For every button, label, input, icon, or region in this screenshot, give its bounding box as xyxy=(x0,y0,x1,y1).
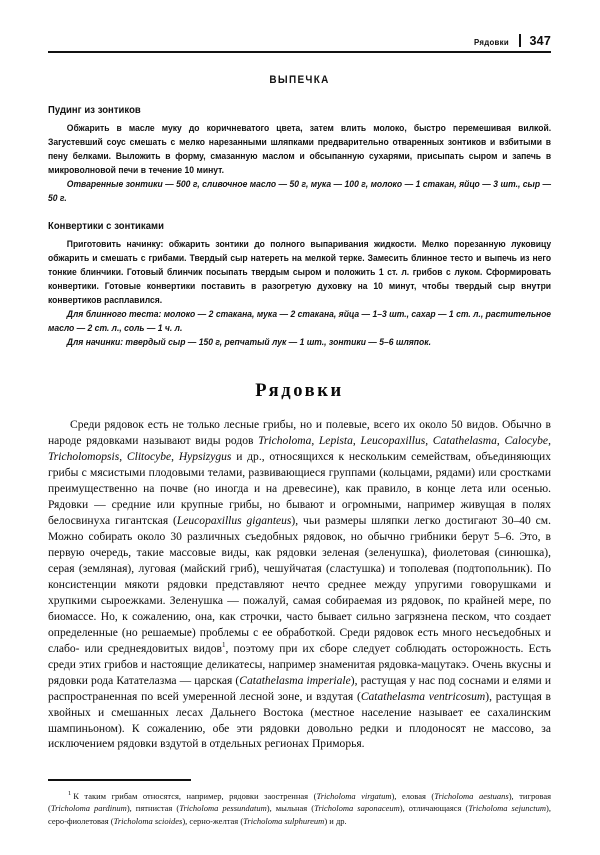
recipe-envelopes xyxy=(48,220,551,349)
article-title: Рядовки xyxy=(255,381,344,402)
header-divider xyxy=(48,51,551,53)
recipe-ingredients: Отваренные зонтики — 500 г, сливочное масло — 50 г, мука — 100 г, молоко — 1 стакан, яйцо — 3 шт., сыр — 50 г. xyxy=(48,178,552,203)
recipe-instructions: Обжарить в масле муку до коричневатого цвета, затем влить молоко, быстро перемешивая вилкой. Загустевший соус смешать с мелко нарезанными шляпками предварительно отваренных зонтиков и взбитыми в пену белками. Выложить в форму, смазанную маслом и обсыпанную сухарями, присыпать сыром и запечь в микроволновой печи в течение 10 минут. xyxy=(48,122,552,175)
footnote-text xyxy=(48,790,551,828)
article-section xyxy=(48,381,551,753)
article-paragraph: Среди рядовок есть не только лесные грибы, но и полевые, всего их около 50 видов. Обычно в народе рядовками называют виды родов Tricholoma, Lepista, Leucopaxillus, Catathelasma, Calocybe, Tricholomopsis, Clitocybe, Hypsizygus и др., относящихся к нескольким семействам, объединяющих грибы с мясистыми плодовыми телами, развивающиеся группами (кольцами, рядами) или сростками преимущественно на почве (но иногда и на древесине), как правило, в конце лета или осенью. Рядовки — средние или крупные грибы, но бывают и огромными, например живущая в полях белосвинуха гигантская (Leucopaxillus giganteus), чьи размеры шляпки легко достигают 30–40 см. Можно собирать около 30 различных съедобных рядовок, но обычно грибники берут 5–6. Это, в первую очередь, такие массовые виды, как рядовки зеленая (зеленушка), фиолетовая (синюшка), серая (земляная), луговая (майский гриб), чешуйчатая (сластушка) и тополевая (подтопольник). По консистенции мякоти рядовки представляют нечто среднее между упругими говорушками и хрупкими сыроежками. Зеленушка — пожалуй, самая собираемая из рядовок, по крайней мере, по биомассе. Но, к сожалению, она, как строчки, часто бывает сильно загрязнена песком, что создает определенные (но решаемые) проблемы с ее обработкой. Среди рядовок есть много несъедобных и слабо- или среднеядовитых видов$^1$, поэтому при их сборе следует соблюдать осторожность. Есть среди этих грибов и настоящие деликатесы, например знаменитая рядовка-мацутакэ. Очень вкусны и рядовки рода Кататeлазма — царская (Catathelasma imperiale), растущая у нас под соснами и елями и распространенная по всей умеренной лесной зоне, и вздутая (Catathelasma ventricosum), растущая в хвойных и смешанных лесах Дальнего Востока (местное население называет ее сахалинским шампиньоном). К сожалению, обе эти рядовки довольно редки и плодоносят не массово, за исключением рядовки вздутой в отдельных регионах Приморья. xyxy=(48,419,552,751)
recipe-title: Пудинг из зонтиков xyxy=(48,104,141,116)
recipes-section xyxy=(48,73,551,350)
running-head xyxy=(48,0,551,48)
page-content xyxy=(48,0,551,827)
running-head-title: Рядовки xyxy=(473,38,509,47)
recipe-pudding xyxy=(48,104,551,205)
page-number: 347 xyxy=(529,34,551,48)
recipe-instructions: Приготовить начинку: обжарить зонтики до полного выпаривания жидкости. Мелко порезанную луковицу обжарить и смешать с грибами. Твердый сыр натереть на мелкой терке. Замесить блинное тесто и выпечь из него тонкие блинчики. Готовый блинчик посыпать твердым сыром и положить 1 ст. л. грибов с луком. Сформировать конвертики. Готовые конвертики поставить в разогретую духовку на 10 минут, чтобы твердый сыр внутри конвертиков расплавился. xyxy=(48,239,552,306)
recipes-section-heading: ВЫПЕЧКА xyxy=(269,73,330,86)
footnote-marker: 1 xyxy=(68,789,72,797)
footnote-section xyxy=(48,779,551,827)
running-head-separator xyxy=(519,34,521,47)
footnote-divider xyxy=(48,779,191,780)
recipe-title: Конвертики с зонтиками xyxy=(48,220,164,232)
recipe-ingredients-dough: Для блинного теста: молоко — 2 стакана, мука — 2 стакана, яйца — 1–3 шт., сахар — 1 ст. л., растительное масло — 2 ст. л., соль — 1 ч. л. xyxy=(48,309,552,334)
recipe-ingredients-filling: Для начинки: твердый сыр — 150 г, репчатый лук — 1 шт., зонтики — 5–6 шляпок. xyxy=(66,337,431,348)
footnote-body: К таким грибам относятся, например, рядовки заостренная (Tricholoma virgatum), еловая (Tricholoma aestuans), тигровая (Tricholoma pardinum), пятнистая (Tricholoma pessundatum), мыльная (Tricholoma saponaceum), отличающаяся (Tricholoma sejunctum), серо-фиолетовая (Tricholoma scioides), серно-желтая (Tricholoma sulphureum) и др. xyxy=(48,790,552,826)
